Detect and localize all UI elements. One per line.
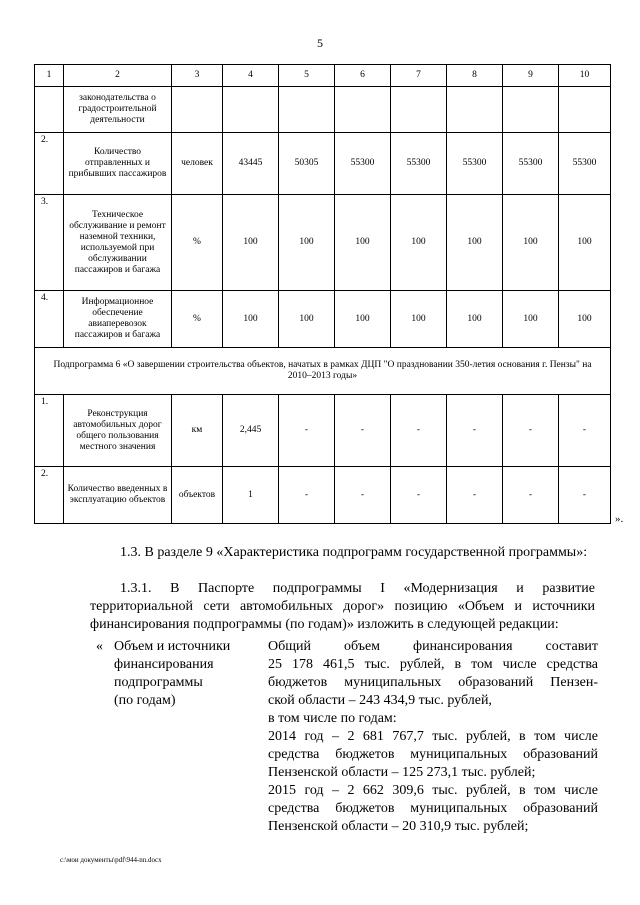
value-cell [559, 87, 611, 133]
value-cell: 43445 [223, 133, 279, 195]
value-cell: 55300 [447, 133, 503, 195]
value-line: ской области – 243 434,9 тыс. рублей, [268, 693, 492, 708]
value-cell [335, 87, 391, 133]
value-cell: 100 [447, 195, 503, 291]
paragraph-1-3: 1.3. В разделе 9 «Характеристика подпрограмм государственной программы»: [120, 545, 588, 560]
table-row [35, 395, 611, 467]
opening-quote: « [96, 639, 103, 654]
subprogram-row [35, 348, 611, 395]
value-cell: 100 [503, 195, 559, 291]
value-cell: - [279, 395, 335, 467]
value-cell: 100 [279, 291, 335, 348]
header-cell: 5 [279, 65, 335, 87]
value-cell [391, 87, 447, 133]
value-cell: - [335, 395, 391, 467]
value-cell [503, 87, 559, 133]
value-line: Пензенской области – 20 310,9 тыс. рублей; [268, 819, 529, 834]
row-number: 3. [35, 195, 64, 291]
table-row [35, 291, 611, 348]
header-cell: 4 [223, 65, 279, 87]
table-row [35, 133, 611, 195]
value-line: 25 178 461,5 тыс. рублей, в том числе средства [268, 657, 598, 672]
unit: % [172, 291, 223, 348]
value-cell: 100 [335, 195, 391, 291]
unit: человек [172, 133, 223, 195]
unit: % [172, 195, 223, 291]
value-line: средства бюджетов муниципальных образований [268, 801, 598, 816]
value-cell: 100 [447, 291, 503, 348]
value-line: бюджетов муниципальных образований Пензен- [268, 675, 598, 690]
table-row [35, 87, 611, 133]
unit [172, 87, 223, 133]
value-cell [223, 87, 279, 133]
label-line: финансирования [114, 657, 214, 672]
value-cell: - [447, 395, 503, 467]
indicator-name: Реконструкция автомобильных дорог общего пользования местного значения [64, 395, 172, 467]
value-cell [279, 87, 335, 133]
row-number: 1. [35, 395, 64, 467]
value-cell [447, 87, 503, 133]
row-number: 4. [35, 291, 64, 348]
value-cell: 55300 [503, 133, 559, 195]
indicator-name: Количество отправленных и прибывших пассажиров [64, 133, 172, 195]
passport-value [268, 638, 598, 836]
header-cell: 7 [391, 65, 447, 87]
paragraph-1-3-1: 1.3.1. В Паспорте подпрограммы I «Модернизация и развитие территориальной сети автомобильных дорог» позицию «Объем и источники финансирования подпрограммы (по годам)» изложить в следующей редакции: [90, 581, 595, 632]
indicator-name: Техническое обслуживание и ремонт наземной техники, используемой при обслуживании пассажиров и багажа [64, 195, 172, 291]
value-cell: - [503, 395, 559, 467]
value-cell: 100 [279, 195, 335, 291]
value-cell: - [503, 467, 559, 524]
value-cell: 100 [559, 291, 611, 348]
value-line: 2015 год – 2 662 309,6 тыс. рублей, в том числе [268, 783, 598, 798]
label-line: Объем и источники [114, 639, 231, 654]
label-line: подпрограммы [114, 675, 203, 690]
value-line: 2014 год – 2 681 767,7 тыс. рублей, в том числе [268, 729, 598, 744]
value-cell: 50305 [279, 133, 335, 195]
subprogram-title: Подпрограмма 6 «О завершении строительства объектов, начатых в рамках ДЦП "О праздновании 350-летия основания г. Пензы" на 2010–2013 годы» [35, 348, 611, 395]
value-cell: 2,445 [223, 395, 279, 467]
value-line: Общий объем финансирования составит [268, 639, 598, 654]
unit: км [172, 395, 223, 467]
header-cell: 3 [172, 65, 223, 87]
value-cell: 100 [391, 291, 447, 348]
indicators-table [34, 64, 611, 524]
value-cell: 100 [223, 291, 279, 348]
value-cell: 100 [559, 195, 611, 291]
value-cell: - [447, 467, 503, 524]
value-cell: 55300 [559, 133, 611, 195]
header-cell: 8 [447, 65, 503, 87]
value-cell: 100 [391, 195, 447, 291]
indicator-name: законодательства о градостроительной деятельности [64, 87, 172, 133]
value-cell: - [559, 395, 611, 467]
row-number: 2. [35, 133, 64, 195]
value-cell: - [559, 467, 611, 524]
value-cell: 55300 [335, 133, 391, 195]
value-cell: 1 [223, 467, 279, 524]
unit: объектов [172, 467, 223, 524]
row-number [35, 87, 64, 133]
value-line: в том числе по годам: [268, 711, 397, 726]
header-cell: 9 [503, 65, 559, 87]
table-header-row [35, 65, 611, 87]
page-number: 5 [317, 36, 323, 50]
table-row [35, 467, 611, 524]
value-cell: - [279, 467, 335, 524]
value-cell: - [391, 395, 447, 467]
table-row [35, 195, 611, 291]
row-number: 2. [35, 467, 64, 524]
value-cell: - [391, 467, 447, 524]
indicator-name: Количество введенных в эксплуатацию объектов [64, 467, 172, 524]
value-cell: 55300 [391, 133, 447, 195]
header-cell: 1 [35, 65, 64, 87]
value-cell: 100 [503, 291, 559, 348]
label-line: (по годам) [114, 693, 176, 708]
file-path-footer: c:\мои документы\pdf\944-nn.docx [60, 856, 162, 864]
header-cell: 2 [64, 65, 172, 87]
value-cell: - [335, 467, 391, 524]
indicator-name: Информационное обеспечение авиаперевозок пассажиров и багажа [64, 291, 172, 348]
header-cell: 10 [559, 65, 611, 87]
header-cell: 6 [335, 65, 391, 87]
value-line: средства бюджетов муниципальных образований [268, 747, 598, 762]
value-line: Пензенской области – 125 273,1 тыс. рублей; [268, 765, 536, 780]
passport-label [96, 638, 265, 710]
value-cell: 100 [223, 195, 279, 291]
closing-quote: ». [615, 513, 624, 525]
value-cell: 100 [335, 291, 391, 348]
